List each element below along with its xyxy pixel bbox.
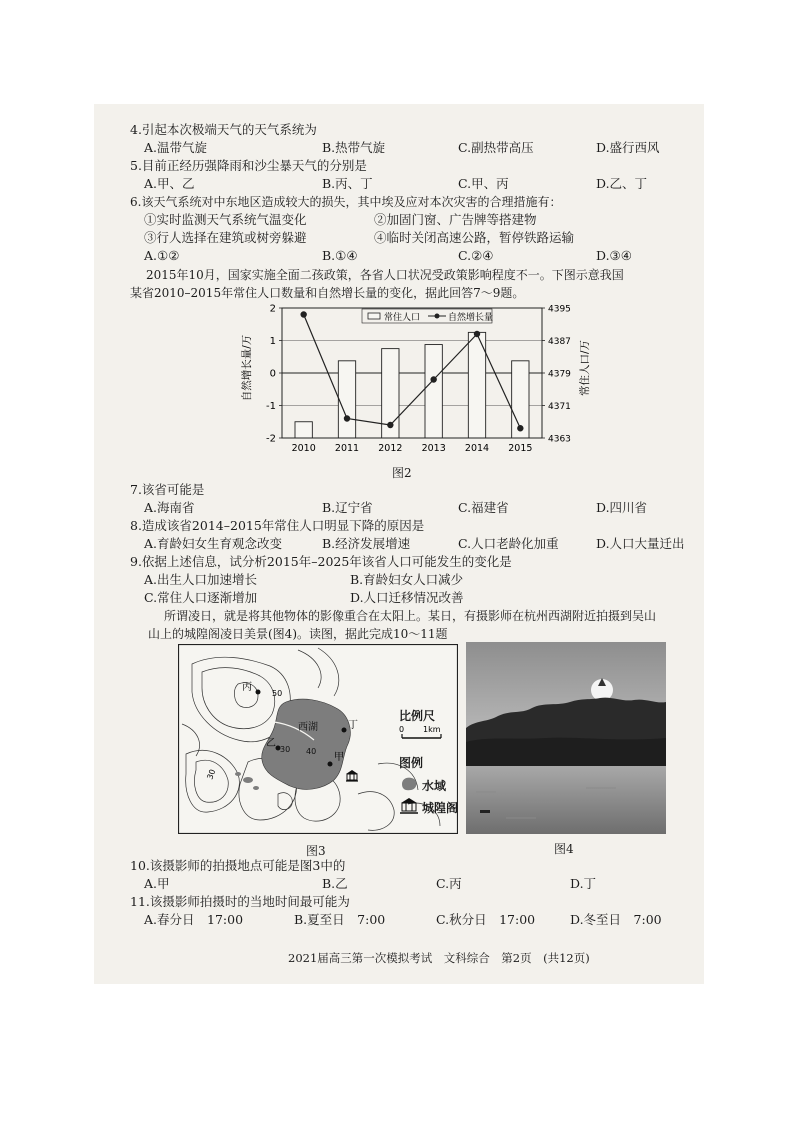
chart-y2tick-label: 4371 xyxy=(548,402,571,412)
q9-option-a: A.出生人口加速增长 xyxy=(144,572,258,587)
intro-7-9-line1: 2015年10月，国家实施全面二孩政策，各省人口状况受政策影响程度不一。下图示意我国 xyxy=(146,268,624,282)
tree-line xyxy=(466,738,666,766)
q10-option-d: D.丁 xyxy=(570,876,597,891)
q9-option-c: C.常住人口逐渐增加 xyxy=(144,590,258,605)
q4-stem: 4.引起本次极端天气的天气系统为 xyxy=(130,122,317,137)
boat xyxy=(480,810,490,813)
intro-7-9-line2: 某省2010–2015年常住人口数量和自然增长量的变化，据此回答7～9题。 xyxy=(130,286,525,300)
small-pond-3 xyxy=(253,786,259,790)
chart-legend xyxy=(362,309,493,323)
q10-stem: 10.该摄影师的拍摄地点可能是图3中的 xyxy=(130,858,346,873)
q7-option-c: C.福建省 xyxy=(458,500,509,515)
figure4-caption: 图4 xyxy=(554,842,574,856)
exam-page xyxy=(94,104,704,984)
chart-xtick-label: 2015 xyxy=(508,443,533,454)
lake-surface xyxy=(466,766,666,834)
q8-option-b: B.经济发展增速 xyxy=(322,536,411,551)
point-jia-label: 甲 xyxy=(334,752,344,763)
figure3-caption: 图3 xyxy=(306,844,326,858)
chart-bar-2010 xyxy=(295,422,312,438)
q11-option-d: D.冬至日 7:00 xyxy=(570,912,662,927)
legend-pavilion-label: 城隍阁 xyxy=(422,801,459,815)
q5-option-d: D.乙、丁 xyxy=(596,176,648,191)
sunset-photo xyxy=(466,642,666,834)
chart-y2tick-label: 4363 xyxy=(548,434,571,445)
point-jia-marker xyxy=(328,762,333,767)
population-chart xyxy=(234,300,594,475)
chart-xtick-label: 2011 xyxy=(334,443,360,454)
chart-ylabel-right: 常住人口/万 xyxy=(579,339,591,397)
legend-bar-label: 常住人口 xyxy=(384,313,421,323)
point-ding-label: 丁 xyxy=(348,720,358,731)
chart-growth-line xyxy=(304,315,521,429)
q7-option-b: B.辽宁省 xyxy=(322,500,373,515)
q5-stem: 5.目前正经历强降雨和沙尘暴天气的分别是 xyxy=(130,158,367,173)
chart-xtick-label: 2014 xyxy=(464,443,490,454)
q11-option-a: A.春分日 17:00 xyxy=(144,912,244,927)
q4-option-d: D.盛行西风 xyxy=(596,140,660,155)
contour-label-40: 40 xyxy=(306,747,317,756)
chart-point-2012 xyxy=(387,422,393,428)
q11-option-c: C.秋分日 17:00 xyxy=(436,912,536,927)
scale-one-km: 1km xyxy=(423,725,441,734)
q9-stem: 9.依据上述信息，试分析2015年–2025年该省人口可能发生的变化是 xyxy=(130,554,512,569)
point-bing-marker xyxy=(256,690,261,695)
chart-ytick-label: -2 xyxy=(266,433,276,445)
contour-label-30-left: 30 xyxy=(205,768,218,781)
chart-point-2014 xyxy=(474,331,480,337)
chart-xtick-label: 2012 xyxy=(378,443,403,454)
q11-stem: 11.该摄影师拍摄时的当地时间最可能为 xyxy=(130,894,350,909)
q5-option-b: B.丙、丁 xyxy=(322,176,373,191)
q6-item-4: ④临时关闭高速公路，暂停铁路运输 xyxy=(374,230,575,245)
q5-option-a: A.甲、乙 xyxy=(144,176,195,191)
chart-xtick-label: 2010 xyxy=(291,443,316,454)
chart-point-2013 xyxy=(430,376,436,382)
intro-10-11-line1: 所谓凌日，就是将其他物体的影像重合在太阳上。某日，有摄影师在杭州西湖附近拍摄到吴山 xyxy=(164,609,657,623)
q5-option-c: C.甲、丙 xyxy=(458,176,509,191)
q6-option-d: D.③④ xyxy=(596,248,632,263)
contour-label-30-lake: 30 xyxy=(280,745,291,754)
contour-label-50: 50 xyxy=(272,689,283,698)
q6-item-2: ②加固门窗、广告牌等搭建物 xyxy=(374,212,537,227)
scale-title: 比例尺 xyxy=(399,709,436,723)
point-yi-marker xyxy=(276,746,281,751)
legend-line-marker xyxy=(435,314,440,319)
chart-y2tick-label: 4379 xyxy=(548,369,571,380)
q7-option-d: D.四川省 xyxy=(596,500,648,515)
small-pond-1 xyxy=(243,777,253,783)
q11-option-b: B.夏至日 7:00 xyxy=(294,912,386,927)
scale-zero: 0 xyxy=(399,725,405,734)
q10-option-c: C.丙 xyxy=(436,876,462,891)
legend-title: 图例 xyxy=(399,756,424,770)
chart-y2tick-label: 4395 xyxy=(548,304,571,315)
small-pond-2 xyxy=(235,772,241,776)
legend-water-label: 水域 xyxy=(422,779,447,793)
q10-option-b: B.乙 xyxy=(322,876,348,891)
chart-ytick-label: -1 xyxy=(266,401,276,412)
chart-ytick-label: 0 xyxy=(269,368,276,380)
figure2-caption: 图2 xyxy=(392,466,412,480)
chart-xtick-label: 2013 xyxy=(421,443,446,454)
q4-option-c: C.副热带高压 xyxy=(458,140,534,155)
water-legend-icon xyxy=(400,776,418,792)
chart-y2tick-label: 4387 xyxy=(548,337,571,347)
q8-stem: 8.造成该省2014–2015年常住人口明显下降的原因是 xyxy=(130,518,425,533)
q4-option-b: B.热带气旋 xyxy=(322,140,386,155)
q6-option-a: A.①② xyxy=(144,248,180,263)
chart-bar-2011 xyxy=(338,361,355,438)
q6-item-3: ③行人选择在建筑或树旁躲避 xyxy=(144,230,307,245)
q7-option-a: A.海南省 xyxy=(144,500,195,515)
q9-option-b: B.育龄妇女人口减少 xyxy=(350,572,464,587)
pavilion-legend-icon xyxy=(400,798,418,814)
q8-option-c: C.人口老龄化加重 xyxy=(458,536,559,551)
legend-bar-swatch xyxy=(368,313,380,319)
lake-label: 西湖 xyxy=(298,722,318,733)
q8-option-a: A.育龄妇女生育观念改变 xyxy=(144,536,283,551)
intro-10-11-line2: 山上的城隍阁凌日美景(图4)。读图，据此完成10～11题 xyxy=(148,627,448,641)
q10-option-a: A.甲 xyxy=(144,876,170,891)
chart-ytick-label: 1 xyxy=(269,336,276,347)
q4-option-a: A.温带气旋 xyxy=(144,140,208,155)
chart-point-2010 xyxy=(300,311,306,317)
q9-option-d: D.人口迁移情况改善 xyxy=(350,590,464,605)
q7-stem: 7.该省可能是 xyxy=(130,482,205,497)
q8-option-d: D.人口大量迁出 xyxy=(596,536,685,551)
point-yi-label: 乙 xyxy=(266,738,276,749)
page-footer: 2021届高三第一次模拟考试 文科综合 第2页 (共12页) xyxy=(288,951,590,965)
point-ding-marker xyxy=(342,728,347,733)
q6-item-1: ①实时监测天气系统气温变化 xyxy=(144,212,307,227)
q6-stem: 6.该天气系统对中东地区造成较大的损失，其中埃及应对本次灾害的合理措施有： xyxy=(130,195,562,209)
point-bing-label: 丙 xyxy=(242,682,252,693)
q6-option-c: C.②④ xyxy=(458,248,494,263)
chart-point-2011 xyxy=(344,415,350,421)
scale-bar xyxy=(399,724,459,746)
chart-ytick-label: 2 xyxy=(269,303,276,315)
chart-point-2015 xyxy=(517,425,523,431)
chart-bar-2013 xyxy=(425,345,442,438)
q6-option-b: B.①④ xyxy=(322,248,358,263)
legend-line-label: 自然增长量 xyxy=(448,313,494,323)
chart-ylabel-left: 自然增长量/万 xyxy=(241,334,253,402)
